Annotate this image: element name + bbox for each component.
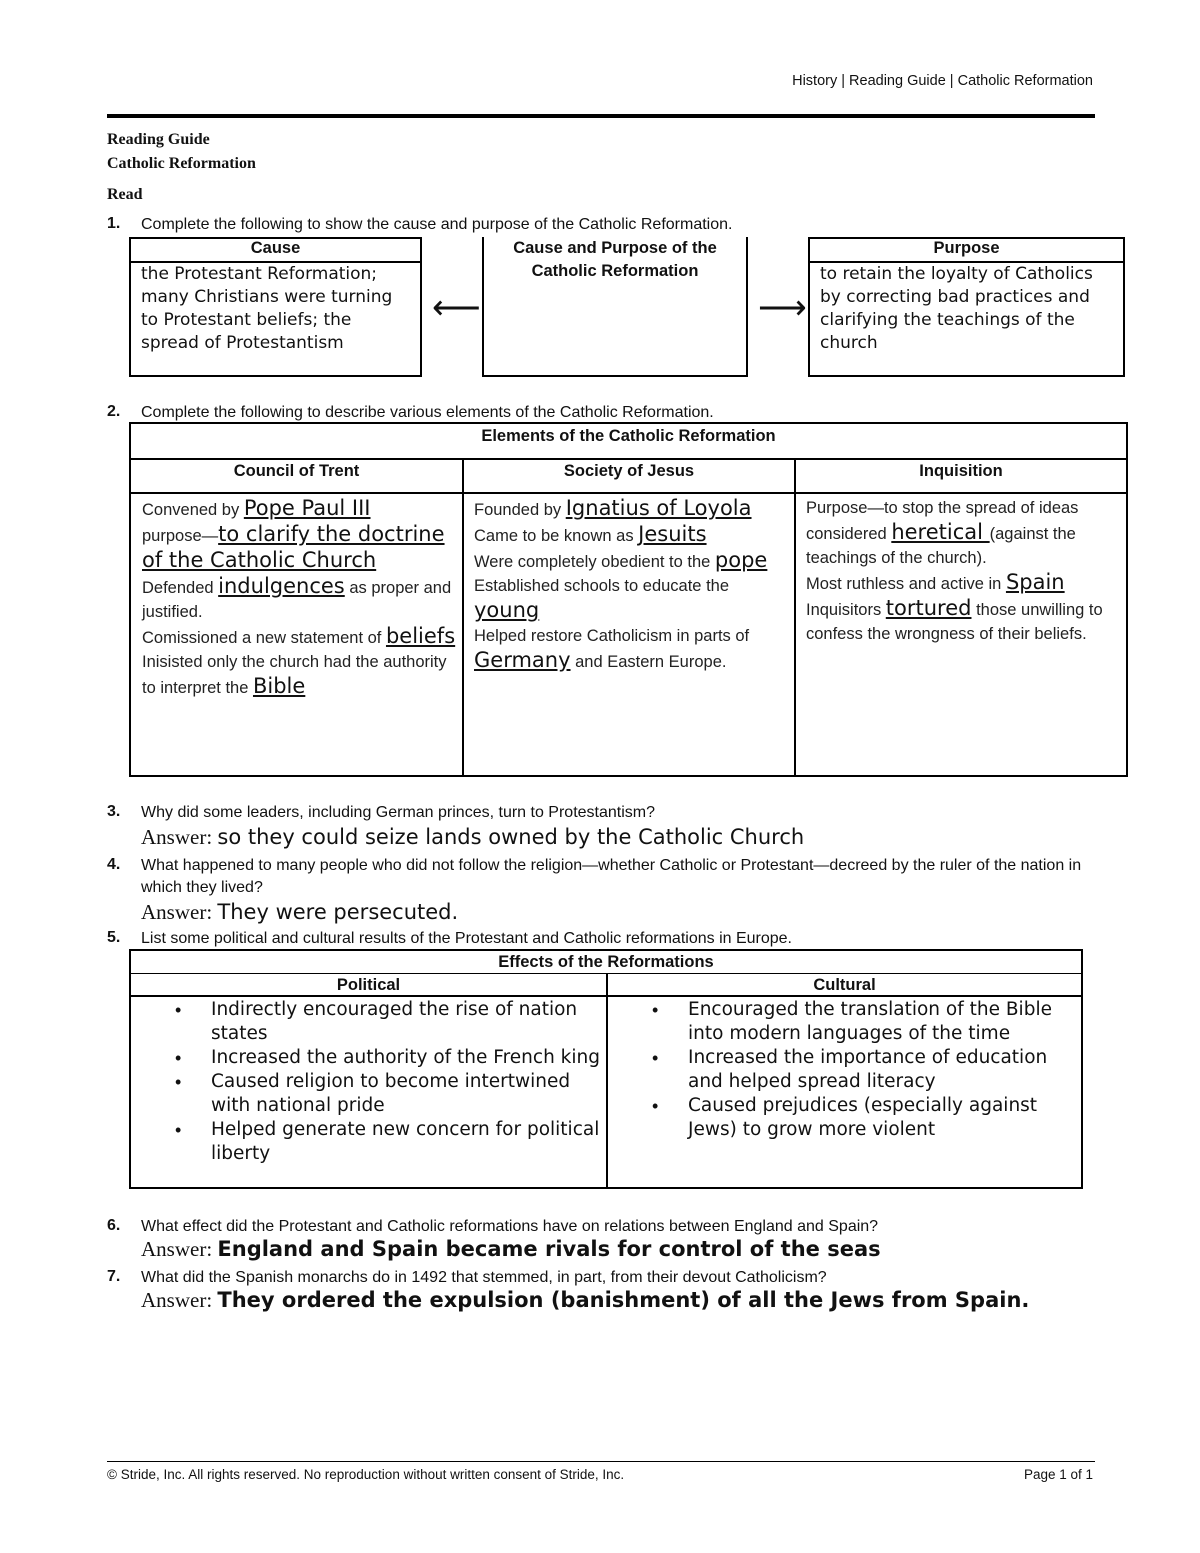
list-item: • Caused prejudices (especially against Jews) to grow more violent [608, 1094, 1078, 1142]
col-divider [462, 460, 464, 775]
cause-box [129, 237, 422, 377]
elements-table-title: Elements of the Catholic Reformation [131, 424, 1126, 460]
header-title: History | Reading Guide | Catholic Reformation [792, 73, 1093, 89]
purpose-header: Purpose [810, 239, 1123, 263]
col-header-jesus: Society of Jesus [563, 462, 695, 480]
trent-answer: beliefs [385, 624, 456, 648]
cultural-list [608, 998, 1078, 1142]
q6-answer-text: England and Spain became rivals for control of the seas [217, 1237, 881, 1261]
footer-copyright: © Stride, Inc. All rights reserved. No reproduction without written consent of Stride, Inc. [107, 1467, 625, 1482]
trent-text: Inisisted only the church had the authority to interpret the [142, 653, 447, 697]
q1-text: Complete the following to show the cause and purpose of the Catholic Reformation. [141, 216, 733, 233]
q3-number: 3. [107, 803, 121, 820]
q5-number: 5. [107, 929, 121, 946]
row-divider [131, 492, 1126, 494]
jesus-text: Founded by [474, 501, 566, 519]
q2-text: Complete the following to describe various elements of the Catholic Reformation. [141, 404, 714, 421]
q7-text: What did the Spanish monarchs do in 1492 that stemmed, in part, from their devout Catholicism? [141, 1269, 827, 1286]
q7-answer-text: They ordered the expulsion (banishment) of all the Jews from Spain. [217, 1288, 1030, 1312]
q1-number: 1. [107, 215, 121, 232]
inq-answer: Spain [1005, 570, 1065, 594]
cause-header: Cause [131, 239, 420, 263]
political-list [131, 998, 603, 1166]
section-heading: Read [107, 186, 143, 203]
inq-text: Most ruthless and active in [806, 575, 1006, 593]
q3-answer-text: so they could seize lands owned by the Catholic Church [217, 825, 805, 849]
footer-page-number: Page 1 of 1 [1023, 1467, 1093, 1482]
list-item: • Helped generate new concern for political liberty [131, 1118, 603, 1166]
list-item: • Increased the authority of the French king [131, 1046, 603, 1070]
q3-text: Why did some leaders, including German princes, turn to Protestantism? [141, 804, 656, 821]
jesus-cell [474, 496, 788, 674]
left-arrow-icon: ⟵ [432, 289, 481, 327]
q4-number: 4. [107, 856, 121, 873]
trent-text: Convened by [142, 501, 244, 519]
answer-label: Answer: [141, 1288, 218, 1312]
q6-answer [141, 1237, 881, 1262]
q5-text: List some political and cultural results of the Protestant and Catholic reformations in Europe. [141, 930, 792, 947]
inq-text: those unwilling to confess the wrongness of their beliefs. [806, 601, 1103, 643]
answer-label: Answer: [141, 825, 218, 849]
answer-label: Answer: [141, 900, 218, 924]
center-box [482, 237, 748, 377]
list-item: • Caused religion to become intertwined with national pride [131, 1070, 603, 1118]
header-rule [107, 114, 1095, 118]
jesus-answer: young [474, 598, 540, 622]
doc-label: Reading Guide [107, 131, 210, 148]
trent-answer: Bible [252, 674, 306, 698]
doc-topic: Catholic Reformation [107, 155, 256, 172]
jesus-text: Came to be known as [474, 527, 639, 545]
inquisition-cell [806, 496, 1120, 646]
jesus-answer: Germany [474, 648, 571, 672]
trent-answer: Pope Paul III [243, 496, 371, 520]
col-header-inquisition: Inquisition [919, 462, 1003, 480]
q3-answer [141, 825, 804, 850]
inq-answer: heretical [891, 520, 990, 544]
trent-cell [142, 496, 456, 700]
inq-text: (against the teachings of the church). [806, 525, 1076, 567]
q2-number: 2. [107, 403, 121, 420]
effects-table-title: Effects of the Reformations [131, 951, 1081, 974]
q7-number: 7. [107, 1268, 121, 1285]
col-divider [794, 460, 796, 775]
list-item: • Indirectly encouraged the rise of nation states [131, 998, 603, 1046]
right-arrow-icon: ⟶ [758, 289, 807, 327]
jesus-text: Helped restore Catholicism in parts of [474, 627, 750, 645]
trent-answer: indulgences [218, 574, 345, 598]
jesus-answer: Ignatius of Loyola [565, 496, 752, 520]
list-item: • Encouraged the translation of the Bible into modern languages of the time [608, 998, 1078, 1046]
answer-label: Answer: [141, 1237, 218, 1261]
jesus-text: Established schools to educate the [474, 577, 730, 595]
trent-text: Comissioned a new statement of [142, 629, 386, 647]
q4-answer [141, 900, 458, 925]
trent-text: as proper and justified. [142, 579, 452, 621]
inq-text: Inquisitors [806, 601, 886, 619]
political-header: Political [131, 974, 606, 997]
inq-text: Purpose—to stop the spread of ideas considered [806, 499, 1079, 543]
elements-table [129, 422, 1128, 777]
trent-text: purpose— [142, 527, 219, 545]
jesus-text: Were completely obedient to the [474, 553, 715, 571]
col-header-trent: Council of Trent [233, 462, 360, 480]
q6-number: 6. [107, 1217, 121, 1234]
purpose-text: to retain the loyalty of Catholics by correcting bad practices and clarifying the teachings of the church [820, 264, 1093, 353]
trent-answer: to clarify the doctrine of the Catholic Church [142, 522, 445, 572]
q6-text: What effect did the Protestant and Catholic reformations have on relations between England and Spain? [141, 1218, 879, 1235]
effects-table [129, 949, 1083, 1189]
jesus-answer: Jesuits [638, 522, 707, 546]
q4-answer-text: They were persecuted. [217, 900, 459, 924]
purpose-box [808, 237, 1125, 377]
cultural-header: Cultural [608, 974, 1081, 997]
list-item: • Increased the importance of education and helped spread literacy [608, 1046, 1078, 1094]
jesus-text: and Eastern Europe. [570, 653, 727, 671]
jesus-answer: pope [714, 548, 768, 572]
q4-text: What happened to many people who did not follow the religion—whether Catholic or Protestant—decreed by the ruler of the nation in which they lived? [141, 857, 1082, 896]
center-header: Cause and Purpose of the Catholic Reformation [513, 239, 717, 280]
footer-rule [107, 1461, 1095, 1462]
inq-answer: tortured [885, 596, 972, 620]
q7-answer [141, 1288, 1029, 1313]
cause-text: the Protestant Reformation; many Christians were turning to Protestant beliefs; the spread of Protestantism [141, 264, 393, 353]
trent-text: Defended [142, 579, 219, 597]
